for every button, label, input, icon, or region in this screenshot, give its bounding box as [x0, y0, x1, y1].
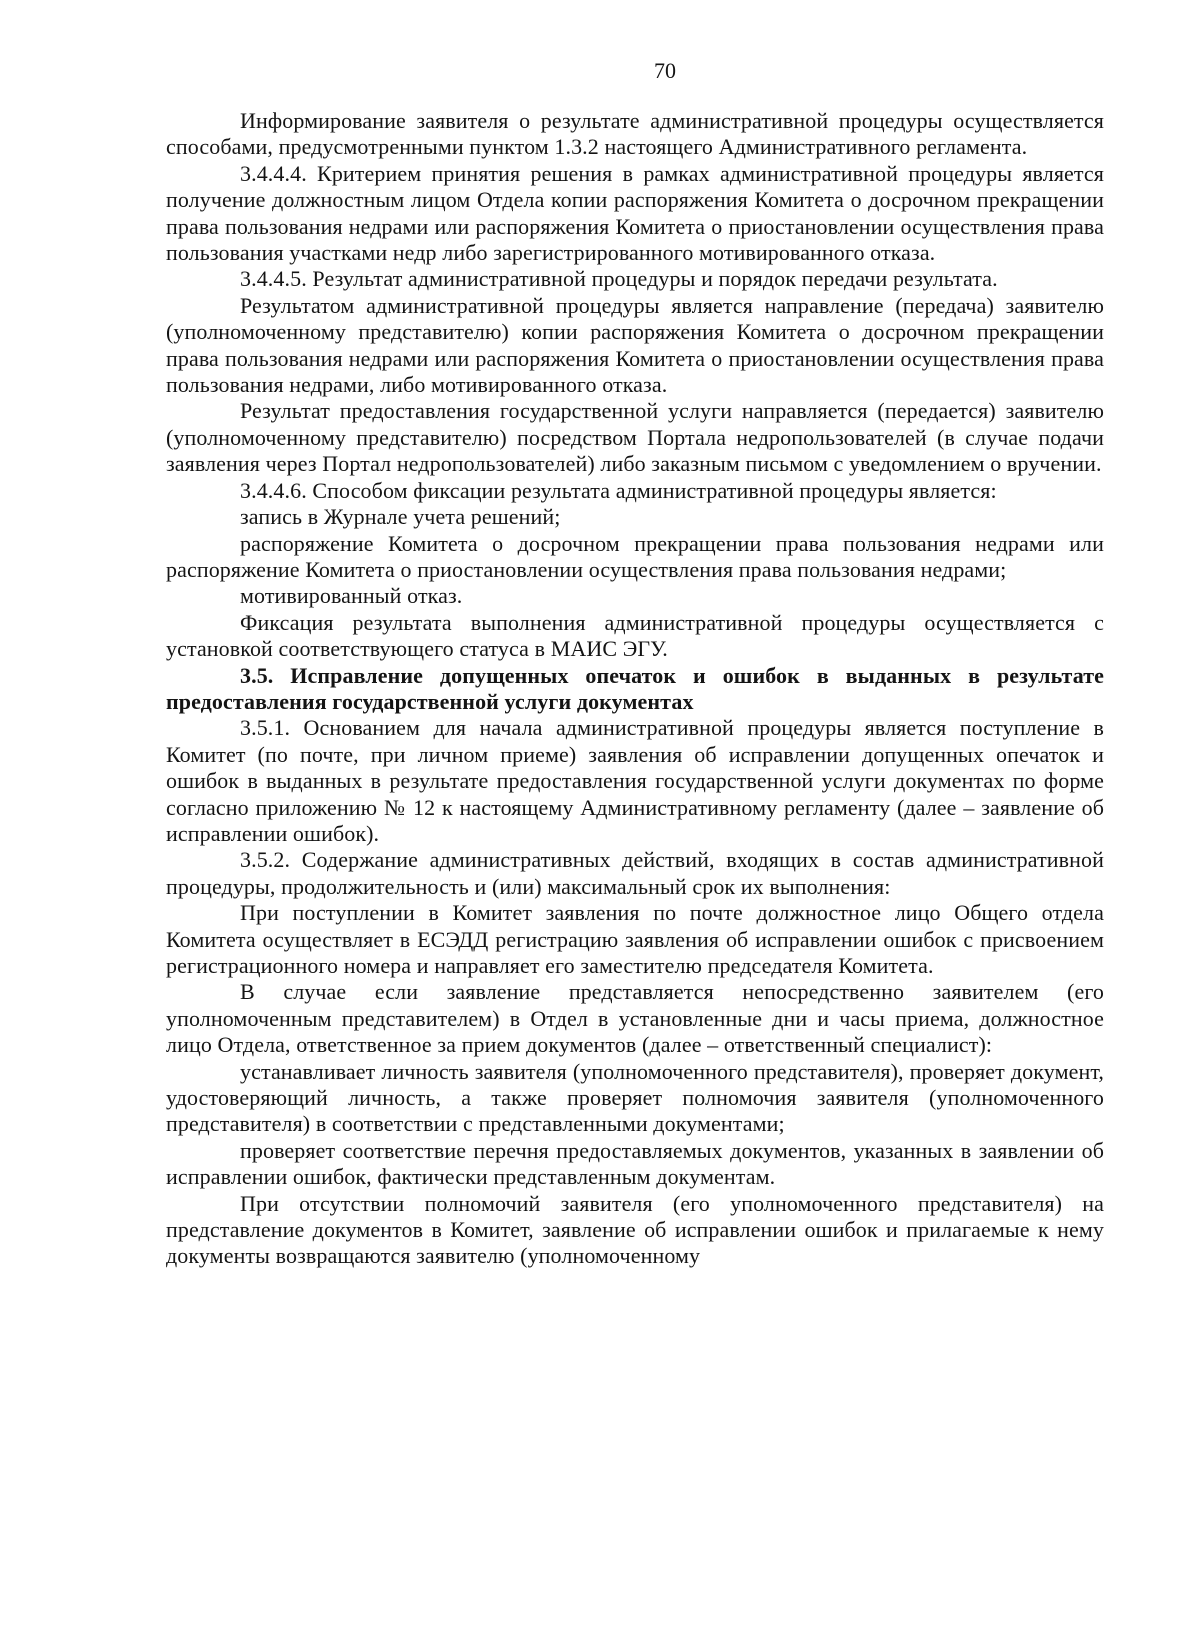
paragraph-3-5-2: 3.5.2. Содержание административных действий, входящих в состав административной процедуры, продолжительность и (или) максимальный срок их выполнения: [166, 847, 1104, 899]
section-heading-3-5: 3.5. Исправление допущенных опечаток и ошибок в выданных в результате предоставления государственной услуги документах [166, 662, 1104, 714]
page-number: 70 [654, 58, 676, 83]
paragraph-informing: Информирование заявителя о результате административной процедуры осуществляется способами, предусмотренными пунктом 1.3.2 настоящего Административного регламента. [166, 108, 1104, 160]
paragraph-journal-entry: запись в Журнале учета решений; [240, 504, 561, 530]
paragraph-result: Результатом административной процедуры является направление (передача) заявителю (уполномоченному представителю) копии распоряжения Комитета о досрочном прекращении права пользования недрами или распоряжения Комитета о приостановлении осуществления права пользования недрами, либо мотивированного отказа. [166, 292, 1104, 398]
paragraph-document-check: проверяет соответствие перечня предоставляемых документов, указанных в заявлении об исправлении ошибок, фактически представленным документам. [166, 1137, 1104, 1190]
paragraph-3-4-4-4: 3.4.4.4. Критерием принятия решения в рамках административной процедуры является получение должностным лицом Отдела копии распоряжения Комитета о досрочном прекращении права пользования недрами или распоряжения Комитета о приостановлении осуществления права пользования участками недр либо зарегистрированного мотивированного отказа. [166, 160, 1104, 266]
paragraph-identity-check: устанавливает личность заявителя (уполномоченного представителя), проверяет документ, удостоверяющий личность, а также проверяет полномочия заявителя (уполномоченного представителя) в соответствии с представленными документами; [166, 1058, 1104, 1137]
paragraph-3-4-4-5: 3.4.4.5. Результат административной процедуры и порядок передачи результата. [240, 266, 998, 292]
paragraph-mail-receipt: При поступлении в Комитет заявления по почте должностное лицо Общего отдела Комитета осуществляет в ЕСЭДД регистрацию заявления об исправлении ошибок с присвоением регистрационного номера и направляет его заместителю председателя Комитета. [166, 900, 1104, 978]
paragraph-no-authority: При отсутствии полномочий заявителя (его уполномоченного представителя) на представление документов в Комитет, заявление об исправлении ошибок и прилагаемые к нему документы возвращаются заявителю (уполномоченному [166, 1190, 1104, 1269]
paragraph-3-5-1: 3.5.1. Основанием для начала административной процедуры является поступление в Комитет (по почте, при личном приеме) заявления об исправлении допущенных опечаток и ошибок в выданных в результате предоставления государственной услуги документах по форме согласно приложению № 12 к настоящему Административному регламенту (далее – заявление об исправлении ошибок). [166, 715, 1104, 846]
paragraph-committee-order: распоряжение Комитета о досрочном прекращении права пользования недрами или распоряжение Комитета о приостановлении осуществления права пользования недрами; [166, 530, 1104, 582]
paragraph-personal-submission: В случае если заявление представляется непосредственно заявителем (его уполномоченным представителем) в Отдел в установленные дни и часы приема, должностное лицо Отдела, ответственное за прием документов (далее – ответственный специалист): [166, 979, 1104, 1058]
paragraph-fixation: Фиксация результата выполнения административной процедуры осуществляется с установкой соответствующего статуса в МАИС ЭГУ. [166, 609, 1104, 662]
paragraph-motivated-refusal: мотивированный отказ. [240, 583, 463, 609]
paragraph-result-delivery: Результат предоставления государственной услуги направляется (передается) заявителю (уполномоченному представителю) посредством Портала недропользователей (в случае подачи заявления через Портал недропользователей) либо заказным письмом с уведомлением о вручении. [166, 398, 1104, 477]
paragraph-3-4-4-6: 3.4.4.6. Способом фиксации результата административной процедуры является: [240, 477, 997, 503]
